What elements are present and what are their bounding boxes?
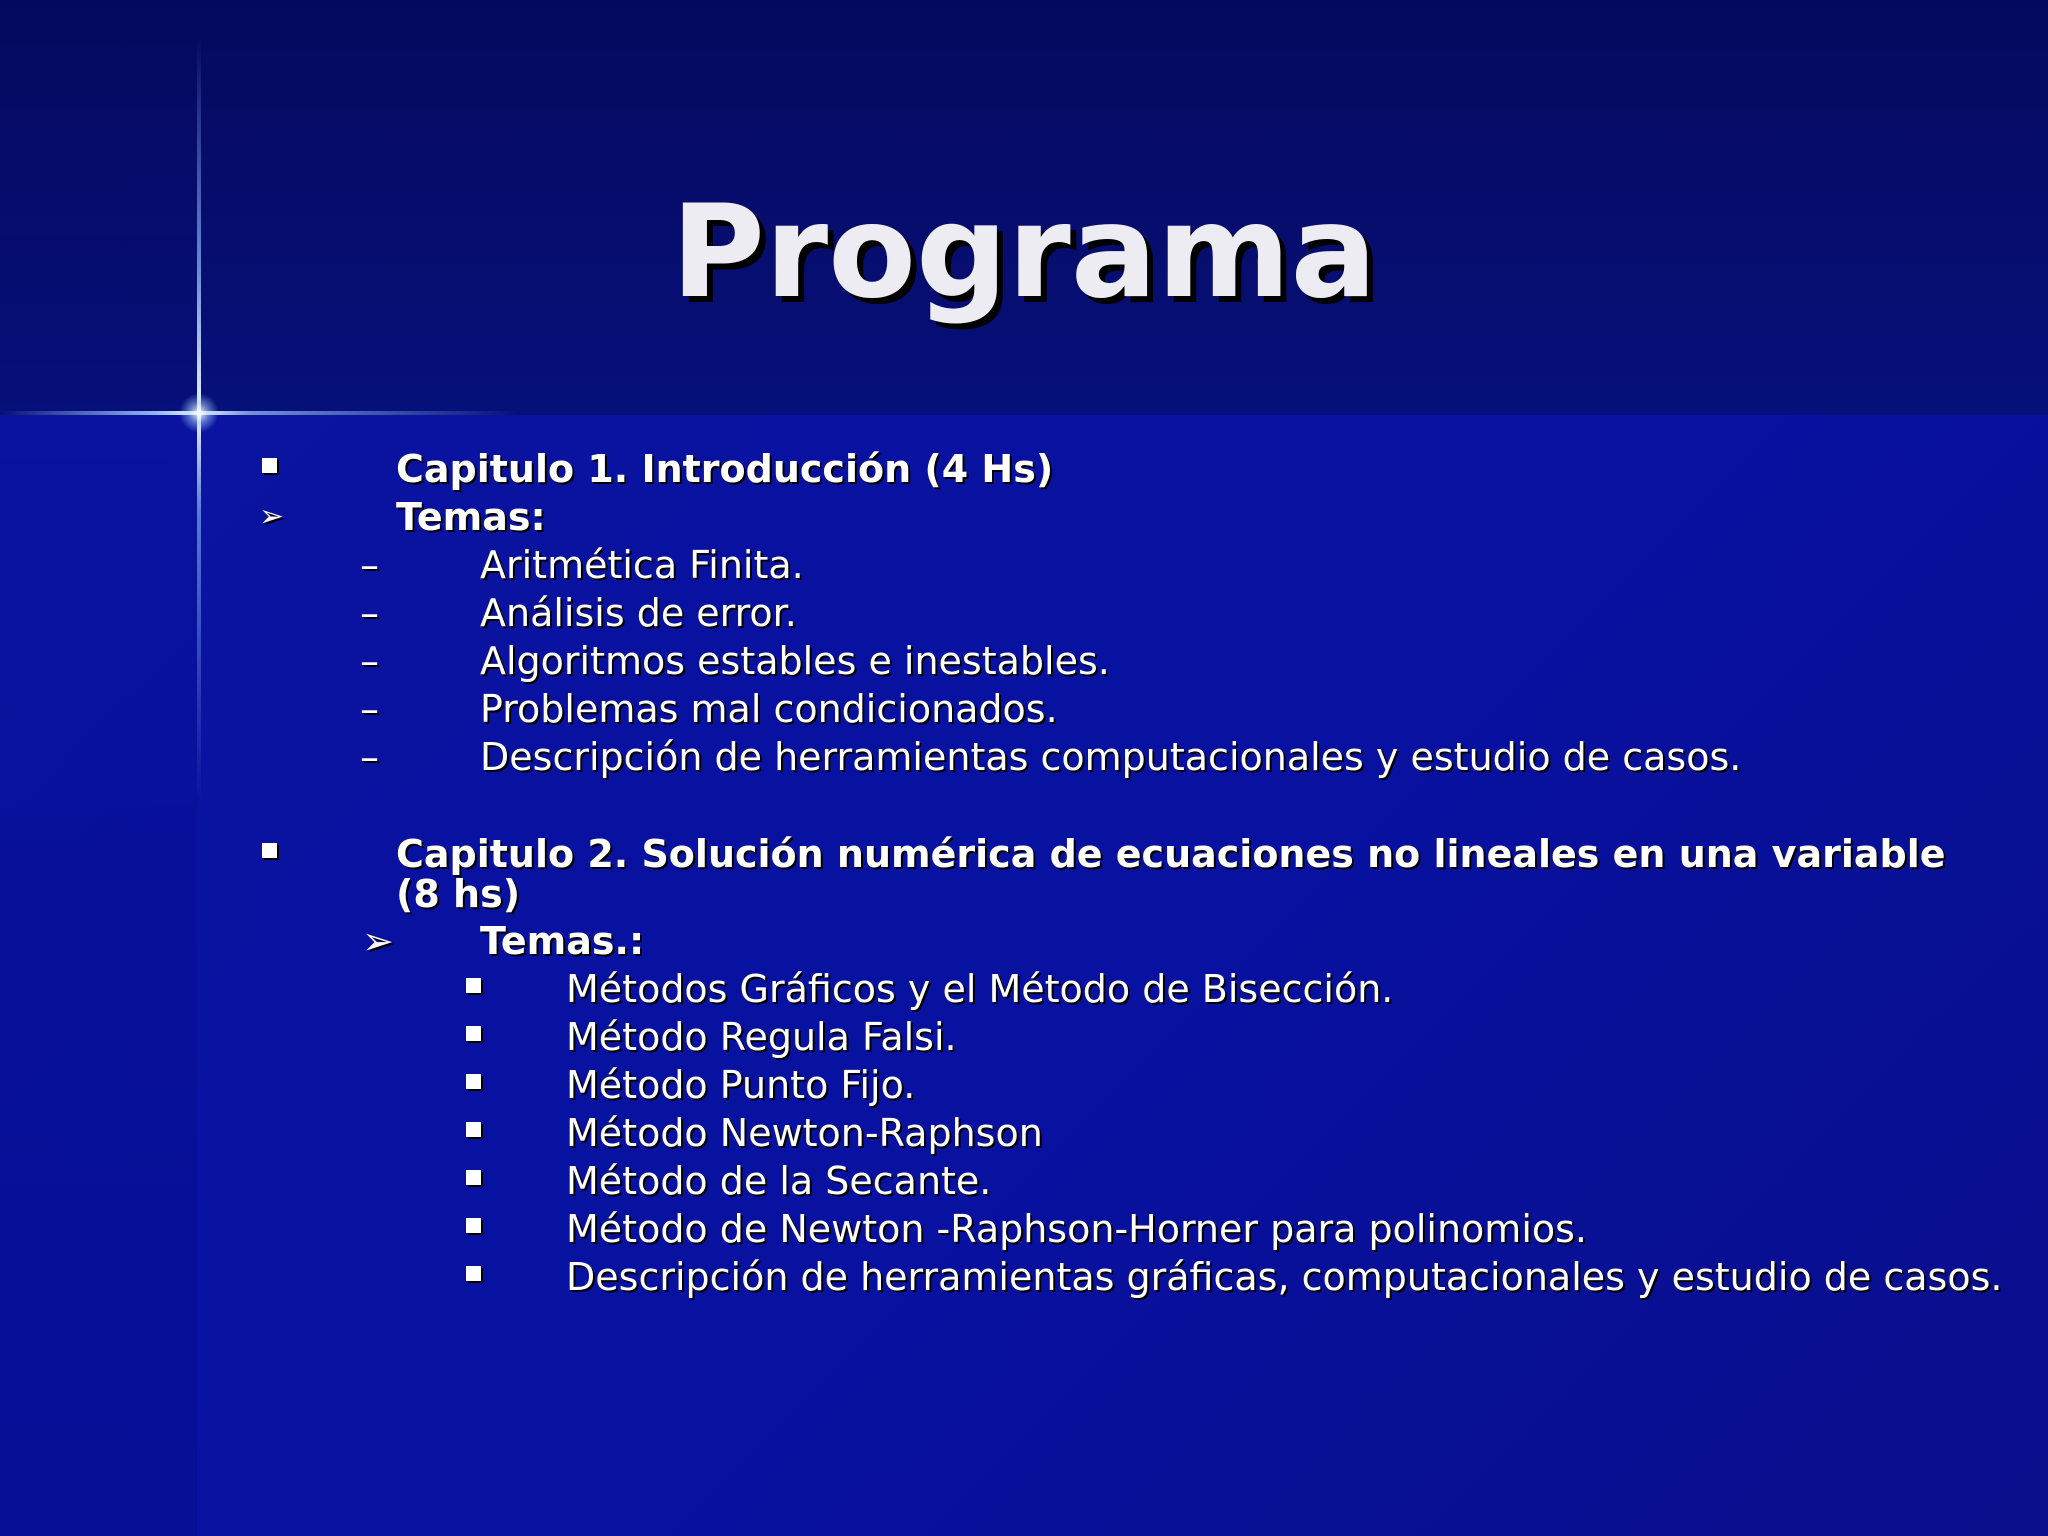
chapter2-heading-line2: (8 hs) — [396, 872, 521, 916]
chapter2-temas-label: Temas.: — [480, 919, 645, 963]
chapter2-heading-line1: Capitulo 2. Solución numérica de ecuaciones no lineales en una variable — [396, 832, 1946, 876]
square-bullet-icon — [466, 978, 481, 993]
chapter1-topic: Análisis de error. — [480, 591, 797, 635]
square-bullet-icon — [262, 843, 277, 858]
square-bullet-icon — [466, 1218, 481, 1233]
en-dash-bullet-icon: – — [360, 639, 379, 683]
chapter1-temas-label: Temas: — [396, 495, 546, 539]
chapter1-topic: Aritmética Finita. — [480, 543, 804, 587]
square-bullet-icon — [262, 458, 277, 473]
en-dash-bullet-icon: – — [360, 687, 379, 731]
chapter2-topic: Métodos Gráficos y el Método de Bisección. — [566, 967, 1394, 1011]
chapter2-topic: Descripción de herramientas gráficas, computacionales y estudio de casos. — [566, 1255, 2003, 1299]
square-bullet-icon — [466, 1074, 481, 1089]
chapter1-topic: Algoritmos estables e inestables. — [480, 639, 1110, 683]
arrowhead-bullet-icon: ➢ — [362, 919, 394, 963]
square-bullet-icon — [466, 1170, 481, 1185]
chapter2-topic: Método Punto Fijo. — [566, 1063, 916, 1107]
square-bullet-icon — [466, 1026, 481, 1041]
en-dash-bullet-icon: – — [360, 591, 379, 635]
chapter2-topic: Método Regula Falsi. — [566, 1015, 957, 1059]
chapter2-topic: Método Newton-Raphson — [566, 1111, 1043, 1155]
chapter1-topic: Problemas mal condicionados. — [480, 687, 1058, 731]
chapter1-heading: Capitulo 1. Introducción (4 Hs) — [396, 447, 1054, 491]
chapter1-topic: Descripción de herramientas computacionales y estudio de casos. — [480, 735, 1742, 779]
chapter2-topic: Método de Newton -Raphson-Horner para polinomios. — [566, 1207, 1588, 1251]
square-bullet-icon — [466, 1122, 481, 1137]
en-dash-bullet-icon: – — [360, 735, 379, 779]
chapter2-topic: Método de la Secante. — [566, 1159, 992, 1203]
arrowhead-bullet-icon: ➢ — [259, 499, 285, 534]
slide-title: Programa — [671, 178, 1377, 327]
en-dash-bullet-icon: – — [360, 543, 379, 587]
square-bullet-icon — [466, 1266, 481, 1281]
